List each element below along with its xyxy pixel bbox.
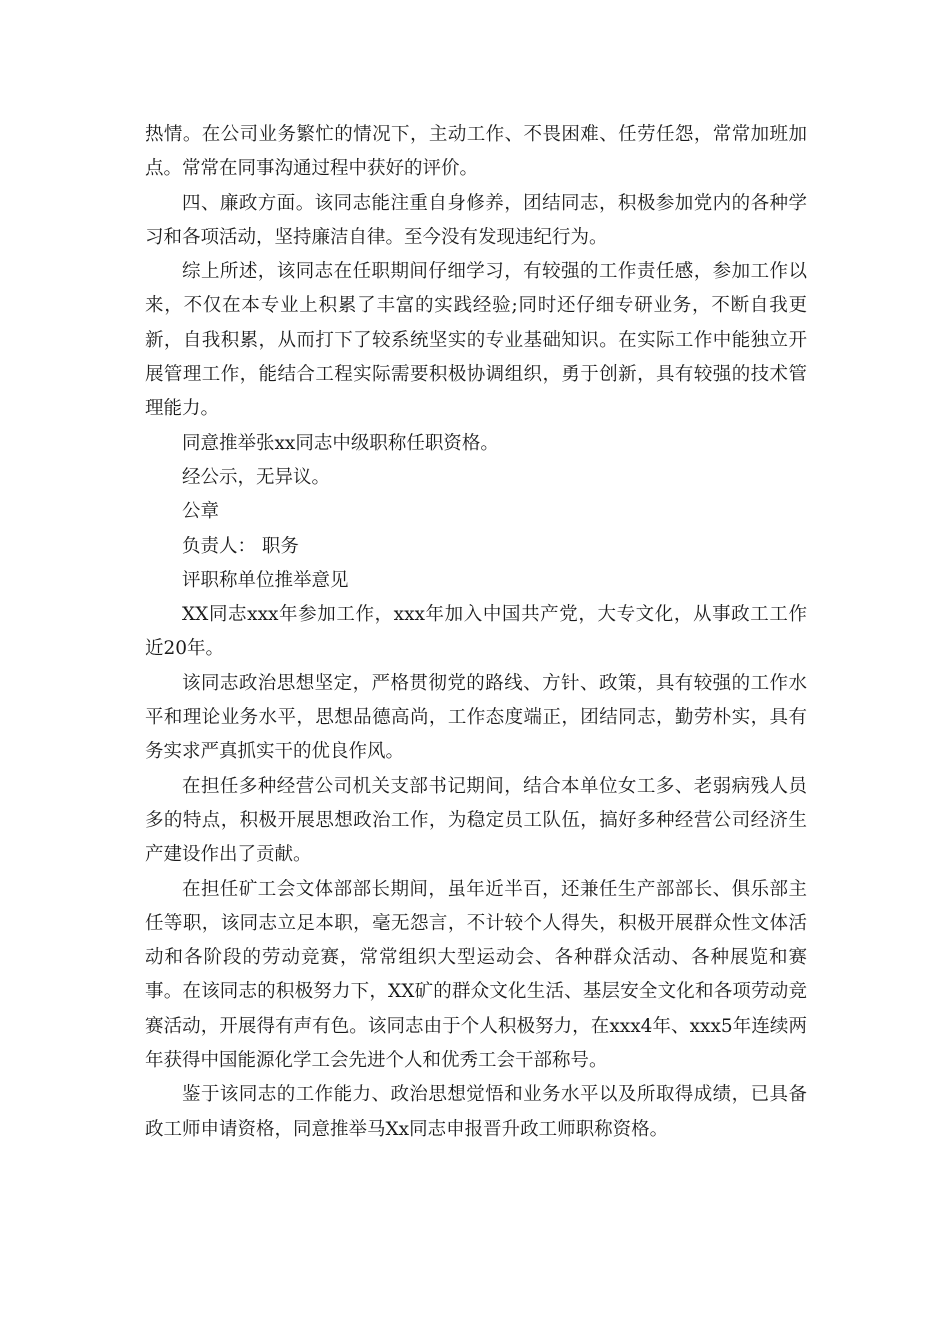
- paragraph-political: 该同志政治思想坚定，严格贯彻党的路线、方针、政策，具有较强的工作水平和理论业务水平，思想品德高尚，工作态度端正，团结同志，勤劳朴实，具有务实求严真抓实干的优良作风。: [145, 672, 807, 763]
- official-seal-label: 公章: [182, 501, 220, 523]
- section-heading: 评职称单位推举意见: [182, 569, 349, 591]
- paragraph-publicity: 经公示，无异议。: [182, 466, 331, 488]
- paragraph-branch-secretary: 在担任多种经营公司机关支部书记期间，结合本单位女工多、老弱病残人员多的特点，积极开展思想政治工作，为稳定员工队伍，搞好多种经营公司经济生产建设作出了贡献。: [145, 775, 807, 866]
- paragraph-background: XX同志xxx年参加工作，xxx年加入中国共产党，大专文化，从事政工工作近20年。: [145, 604, 807, 660]
- paragraph-integrity: 四、廉政方面。该同志能注重自身修养，团结同志，积极参加党内的各种学习和各项活动，坚持廉洁自律。至今没有发现违纪行为。: [145, 192, 807, 248]
- responsible-person-line: 负责人： 职务: [182, 535, 299, 557]
- paragraph-recommendation: 同意推举张xx同志中级职称任职资格。: [182, 432, 499, 454]
- paragraph-summary: 综上所述，该同志在任职期间仔细学习，有较强的工作责任感，参加工作以来，不仅在本专业上积累了丰富的实践经验;同时还仔细专研业务，不断自我更新，自我积累，从而打下了较系统坚实的专业基础知识。在实际工作中能独立开展管理工作，能结合工程实际需要积极协调组织，勇于创新，具有较强的技术管理能力。: [145, 261, 807, 420]
- paragraph-union-work: 在担任矿工会文体部部长期间，虽年近半百，还兼任生产部部长、俱乐部主任等职，该同志立足本职，毫无怨言，不计较个人得失，积极开展群众性文体活动和各阶段的劳动竞赛，常常组织大型运动会、各种群众活动、各种展览和赛事。在该同志的积极努力下，XX矿的群众文化生活、基层安全文化和各项劳动竞赛活动，开展得有声有色。该同志由于个人积极努力，在xxx4年、xxx5年连续两年获得中国能源化学工会先进个人和优秀工会干部称号。: [145, 878, 807, 1072]
- document-body: [145, 118, 807, 1147]
- paragraph-continuation: 热情。在公司业务繁忙的情况下，主动工作、不畏困难、任劳任怨，常常加班加点。常常在同事沟通过程中获好的评价。: [145, 124, 807, 180]
- paragraph-conclusion: 鉴于该同志的工作能力、政治思想觉悟和业务水平以及所取得成绩，已具备政工师申请资格，同意推举马Xx同志申报晋升政工师职称资格。: [145, 1084, 807, 1140]
